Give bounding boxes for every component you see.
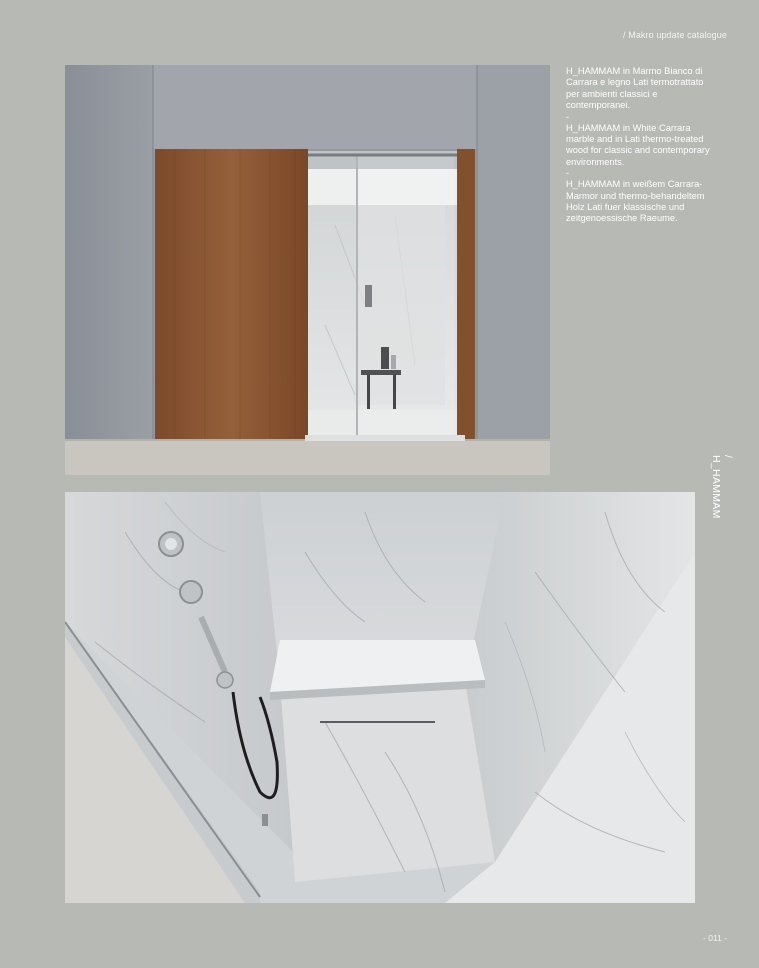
hammam-interior-photo: [65, 492, 695, 903]
catalogue-header: / Makro update catalogue: [623, 30, 727, 40]
description-italian: H_HAMMAM in Marmo Bianco di Carrara e legno Lati termotrattato per ambienti classici e contemporanei.: [566, 66, 704, 111]
description-german: H_HAMMAM in weißem Carrara-Marmor und thermo-behandeltem Holz Lati fuer klassische und zeitgenoessische Raeume.: [566, 179, 705, 224]
section-side-label: / H_HAMMAM: [710, 455, 734, 519]
page-number: - 011 -: [703, 933, 727, 943]
description-separator: -: [566, 111, 570, 122]
description-english: H_HAMMAM in White Carrara marble and in Lati thermo-treated wood for classic and contemporary environments.: [566, 122, 710, 167]
description-separator: -: [566, 168, 570, 179]
product-description: [566, 66, 716, 225]
hammam-exterior-photo: [65, 65, 550, 475]
